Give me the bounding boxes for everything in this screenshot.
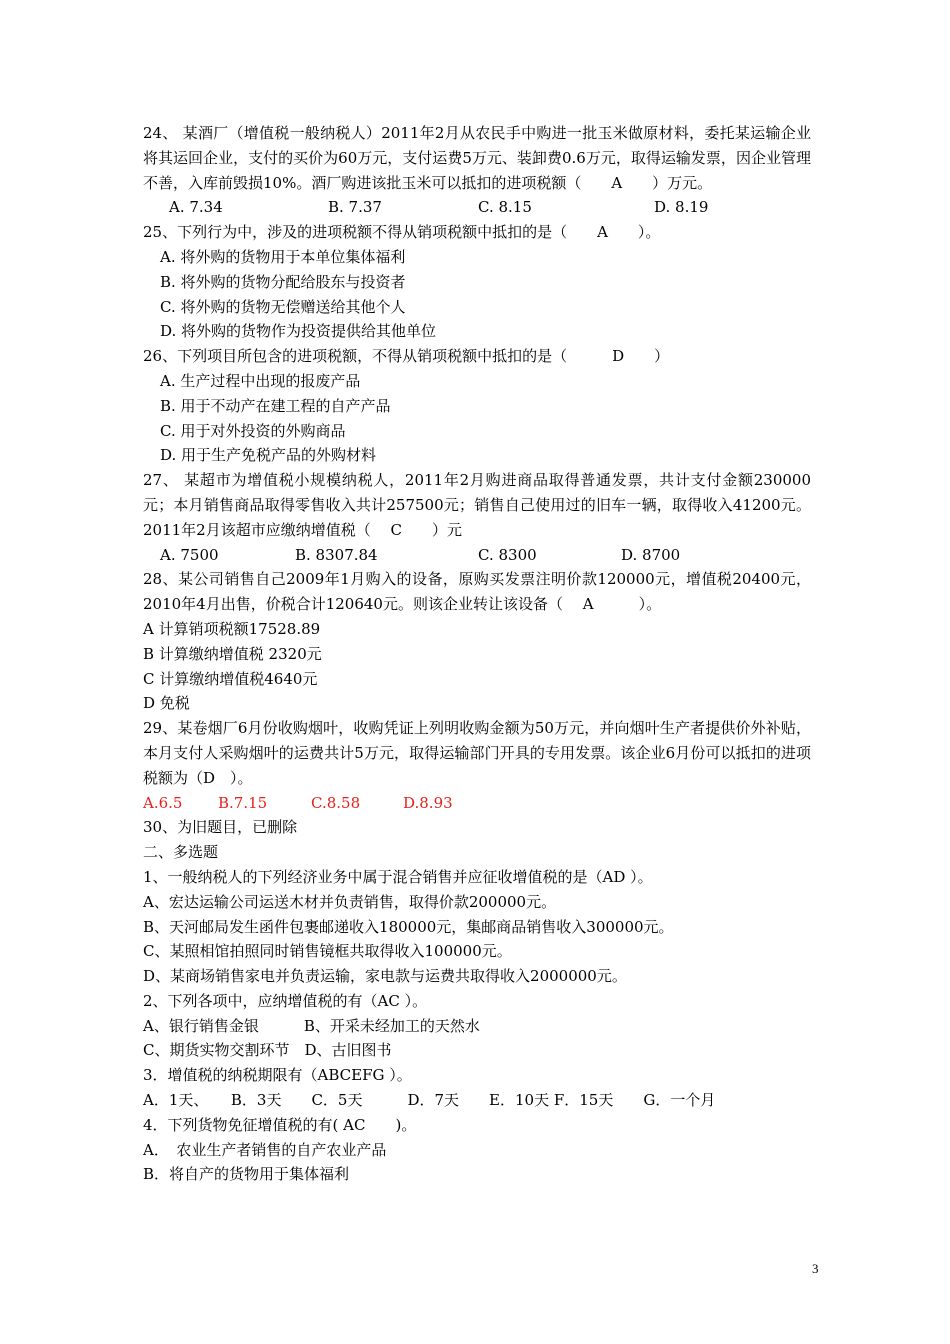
q24-stem: 24、 某酒厂（增值税一般纳税人）2011年2月从农民手中购进一批玉米做原材料，委托某运输企业将其运回企业，支付的买价为60万元，支付运费5万元、装卸费0.6万元，取得运输发票，因企业管理不善，入库前毁损10%。酒厂购进该批玉米可以抵扣的进项税额（ A ）万元。	[143, 124, 811, 192]
q28-option-d: D 免税	[143, 694, 190, 713]
q29-stem: 29、某卷烟厂6月份收购烟叶，收购凭证上列明收购金额为50万元，并向烟叶生产者提供价外补贴，本月支付人采购烟叶的运费共计5万元，取得运输部门开具的专用发票。该企业6月份可以抵扣的进项税额为（D ）。	[143, 719, 811, 787]
q28-option-a: A 计算销项税额17528.89	[143, 619, 321, 638]
q26-option-d: D. 用于生产免税产品的外购材料	[160, 446, 377, 465]
page-number: 3	[812, 1261, 819, 1276]
q28-stem: 28、某公司销售自己2009年1月购入的设备，原购买发票注明价款120000元，增值税20400元，2010年4月出售，价税合计120640元。则该企业转让该设备（ A ）。	[143, 570, 811, 614]
q27-option-b: B. 8307.84	[295, 545, 378, 564]
q24-option-b: B. 7.37	[328, 198, 382, 217]
q29-option-d: D.8.93	[403, 793, 453, 812]
q27-option-d: D. 8700	[621, 545, 681, 564]
m1-option-d: D、某商场销售家电并负责运输，家电款与运费共取得收入2000000元。	[143, 967, 627, 986]
q25-stem: 25、下列行为中，涉及的进项税额不得从销项税额中抵扣的是（ A ）。	[143, 223, 661, 242]
m3-stem: 3．增值税的纳税期限有（ABCEFG ）。	[143, 1066, 412, 1085]
m2-stem: 2、下列各项中，应纳增值税的有（AC ）。	[143, 991, 428, 1010]
q24-option-a: A. 7.34	[169, 198, 223, 217]
q24-options	[143, 195, 811, 220]
q27-option-a: A. 7500	[160, 545, 219, 564]
m4-option-a: A． 农业生产者销售的自产农业产品	[143, 1140, 387, 1159]
q29-option-c: C.8.58	[311, 793, 361, 812]
q28-option-c: C 计算缴纳增值税4640元	[143, 669, 318, 688]
section-2-title: 二、多选题	[143, 843, 219, 862]
m1-stem: 1、一般纳税人的下列经济业务中属于混合销售并应征收增值税的是（AD ）。	[143, 867, 653, 886]
m4-option-b: B．将自产的货物用于集体福利	[143, 1165, 350, 1184]
document-body	[143, 121, 811, 1187]
q26-stem: 26、下列项目所包含的进项税额，不得从销项税额中抵扣的是（ D ）	[143, 347, 670, 366]
m1-option-a: A、宏达运输公司运送木材并负责销售，取得价款200000元。	[143, 892, 557, 911]
q28-option-b: B 计算缴纳增值税 2320元	[143, 644, 322, 663]
q25-option-d: D. 将外购的货物作为投资提供给其他单位	[160, 322, 437, 341]
q26-option-c: C. 用于对外投资的外购商品	[160, 421, 346, 440]
m3-options-line: A．1天、 B．3天 C．5天 D．7天 E．10天 F．15天 G．一个月	[143, 1091, 716, 1110]
q29-option-a: A.6.5	[143, 793, 183, 812]
q29-option-b: B.7.15	[218, 793, 268, 812]
m1-option-b: B、天河邮局发生函件包裹邮递收入180000元，集邮商品销售收入300000元。	[143, 917, 674, 936]
m1-option-c: C、某照相馆拍照同时销售镜框共取得收入100000元。	[143, 942, 512, 961]
q27-stem: 27、 某超市为增值税小规模纳税人，2011年2月购进商品取得普通发票，共计支付金额230000元；本月销售商品取得零售收入共计257500元；销售自己使用过的旧车一辆，取得收入41200元。2011年2月该超市应缴纳增值税（ C ）元	[143, 471, 811, 539]
q25-option-a: A. 将外购的货物用于本单位集体福利	[160, 247, 406, 266]
q25-option-b: B. 将外购的货物分配给股东与投资者	[160, 272, 406, 291]
m2-options-line-1: A、银行销售金银 B、开采未经加工的天然水	[143, 1016, 480, 1035]
q26-option-a: A. 生产过程中出现的报废产品	[160, 371, 361, 390]
q30-stem: 30、为旧题目，已删除	[143, 818, 298, 837]
m2-options-line-2: C、期货实物交割环节 D、古旧图书	[143, 1041, 392, 1060]
q27-options	[143, 543, 811, 568]
q26-option-b: B. 用于不动产在建工程的自产产品	[160, 396, 391, 415]
q24-option-d: D. 8.19	[654, 198, 709, 217]
m4-stem: 4．下列货物免征增值税的有( AC )。	[143, 1115, 417, 1134]
q29-options	[143, 791, 811, 816]
q24-option-c: C. 8.15	[478, 198, 532, 217]
q25-option-c: C. 将外购的货物无偿赠送给其他个人	[160, 297, 406, 316]
q27-option-c: C. 8300	[478, 545, 537, 564]
